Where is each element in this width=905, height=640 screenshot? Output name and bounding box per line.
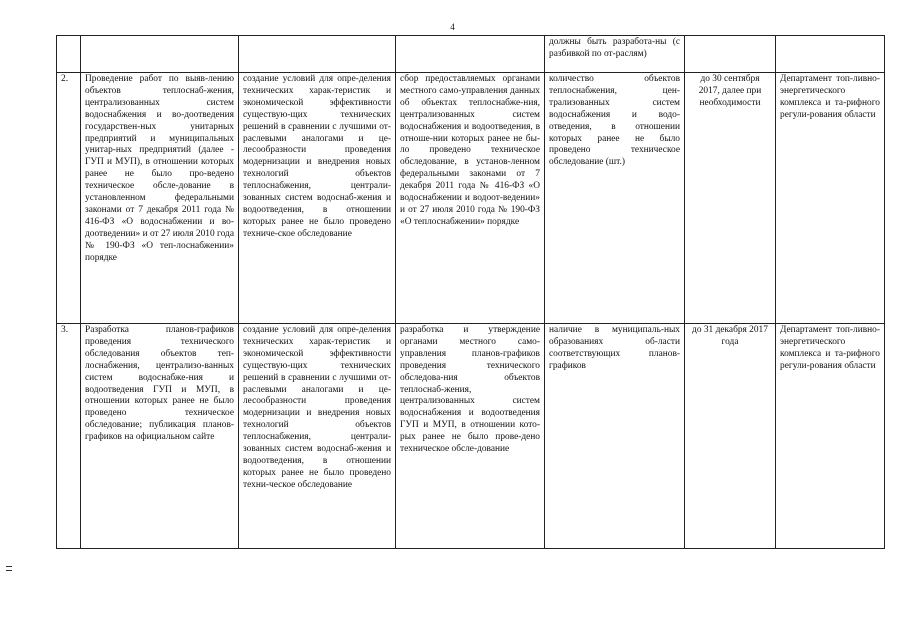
cell-goal <box>239 36 396 73</box>
table-row-continuation <box>57 36 885 73</box>
responsible-cell: Департамент топ-ливно-энергетического комплекса и та-рифного регули-рования области <box>776 324 885 549</box>
cell-event <box>81 36 239 73</box>
result-cell: разработка и утверждение органами местного само-управления планов-графиков проведения технического обследова-ния объектов теплоснаб-жения, централизованных систем водоснабжения и водоотведения ГУП и МУП, в отношении кото-рых ранее не было прове-дено техническое обсле-дование <box>396 324 545 549</box>
cell-indicator: должны быть разработа-ны (с разбивкой по от-раслям) <box>545 36 685 73</box>
deadline-cell: до 31 декабря 2017 года <box>685 324 776 549</box>
table-row <box>57 73 885 324</box>
result-cell: сбор предоставляемых органами местного само-управления данных об объектах теплоснабже-ния, централизованных систем водоснабжения и водоотведения, в отноше-нии которых ранее не бы-ло проведено техническое обследование, в установ-ленном федеральными законами от 7 декабря 2011 года № 416-ФЗ «О водоснабжении и водоот-ведении» и от 27 июля 2010 года № 190-ФЗ «О теплоснабжении» порядке <box>396 73 545 324</box>
table-row <box>57 324 885 549</box>
page-number: 4 <box>450 22 455 32</box>
cell-num <box>57 36 81 73</box>
row-number: 2. <box>57 73 81 324</box>
deadline-cell: до 30 сентября 2017, далее при необходимости <box>685 73 776 324</box>
event-cell: Проведение работ по выяв-лению объектов теплоснаб-жения, централизованных систем водоснабжения и во-доотведения государствен-ных унитарных предприятий и муниципальных унитар-ных предприятий (далее - ГУП и МУП), в отношении которых ранее не было про-ведено техническое обсле-дование в установленном федеральными законами от 7 декабря 2011 года № 416-ФЗ «О водоснабжении и во-доотведении» и от 27 июля 2010 года № 190-ФЗ «О теп-лоснабжении» порядке <box>81 73 239 324</box>
row-number: 3. <box>57 324 81 549</box>
margin-mark <box>6 566 12 571</box>
goal-cell: создание условий для опре-деления технических харак-теристик и экономической эффективности существую-щих технических решений в сравнении с лучшими от-раслевыми аналогами и це-лесообразности проведения модернизации и внедрения новых технологий объектов теплоснабжения, централи-зованных систем водоснаб-жения и водоотведения, в отношении которых ранее не было проведено техни-ческое обследование <box>239 324 396 549</box>
event-cell: Разработка планов-графиков проведения технического обследования объектов теп-лоснабжения, централизо-ванных систем водоснабже-ния и водоотведения ГУП и МУП, в отношении которых ранее не было проведено техническое обследование; публикация планов-графиков на официальном сайте <box>81 324 239 549</box>
cell-responsible <box>776 36 885 73</box>
goal-cell: создание условий для опре-деления технических харак-теристик и экономической эффективности существую-щих технических решений в сравнении с лучшими от-раслевыми аналогами и це-лесообразности проведения модернизации и внедрения новых технологий объектов теплоснабжения, централи-зованных систем водоснаб-жения и водоотведения, в отношении которых ранее не было проведено техниче-ское обследование <box>239 73 396 324</box>
cell-result <box>396 36 545 73</box>
activity-plan-table <box>56 35 885 549</box>
cell-deadline <box>685 36 776 73</box>
indicator-cell: наличие в муниципаль-ных образованиях об-ласти соответствующих планов-графиков <box>545 324 685 549</box>
indicator-cell: количество объектов теплоснабжения, цен-трализованных систем водоснабжения и водо-отведения, в отношении которых ранее не было проведено техническое обследование (шт.) <box>545 73 685 324</box>
responsible-cell: Департамент топ-ливно-энергетического комплекса и та-рифного регули-рования области <box>776 73 885 324</box>
